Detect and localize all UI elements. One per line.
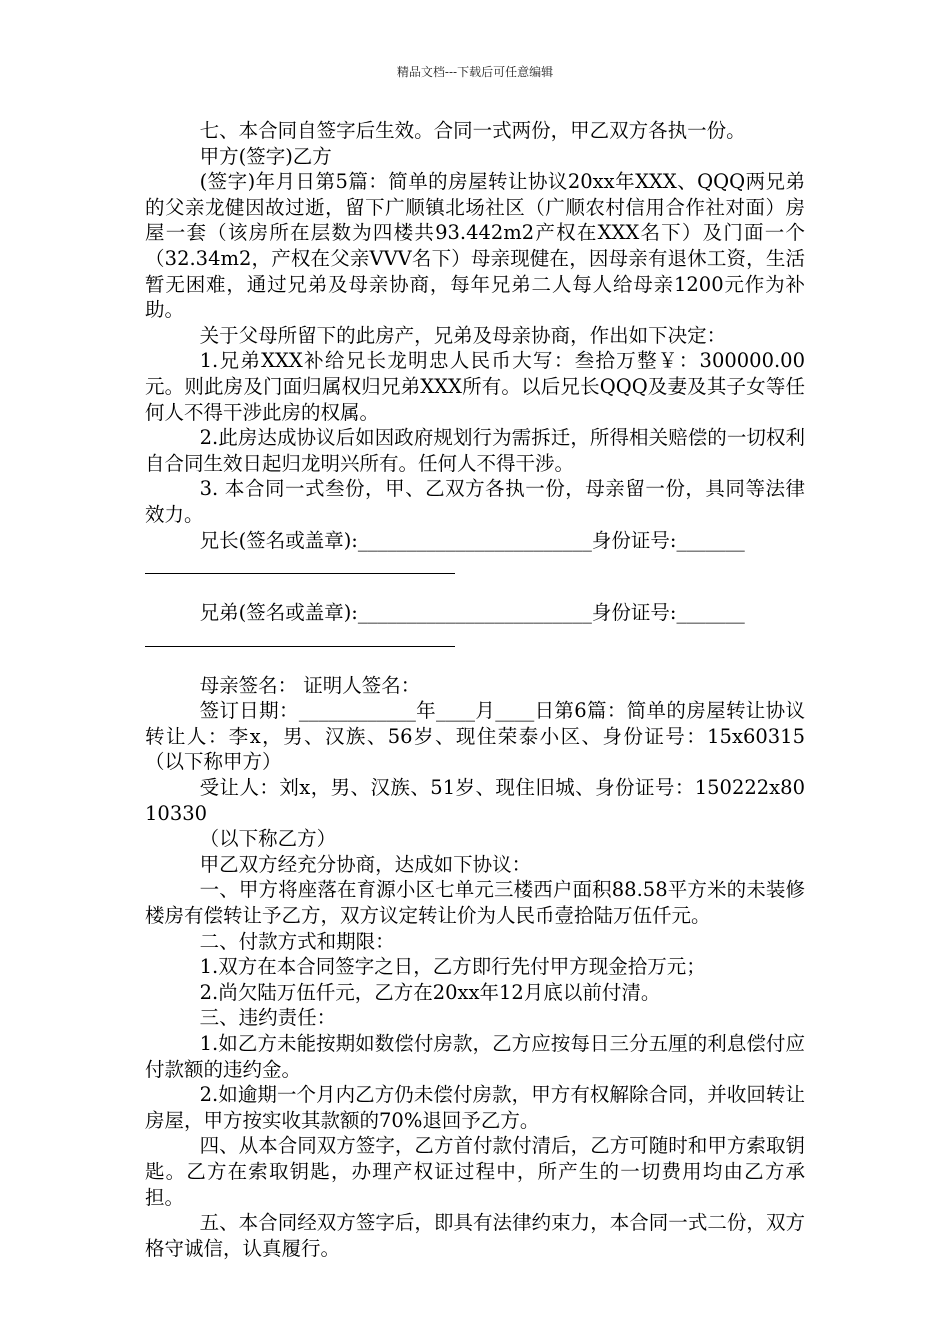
signature-blank-line [145, 626, 455, 647]
document-header: 精品文档---下载后可任意编辑 [396, 65, 554, 79]
paragraph: 1.如乙方未能按期如数偿付房款，乙方应按每日三分五厘的利息偿付应付款额的违约金。 [145, 1032, 805, 1081]
signature-line-younger-brother: 兄弟(签名或盖章):________________________身份证号:_______ [199, 601, 745, 625]
paragraph: 3. 本合同一式叁份，甲、乙双方各执一份，母亲留一份，具同等法律效力。 [145, 477, 805, 526]
paragraph: 甲方(签字)乙方 [199, 144, 332, 168]
paragraph: 七、本合同自签字后生效。合同一式两份，甲乙双方各执一份。 [199, 119, 746, 142]
paragraph: 甲乙双方经充分协商，达成如下协议： [199, 852, 532, 876]
paragraph: （以下称乙方） [199, 827, 337, 851]
paragraph: 关于父母所留下的此房产，兄弟及母亲协商，作出如下决定： [199, 323, 727, 347]
paragraph: 四、从本合同双方签字，乙方首付款付清后，乙方可随时和甲方索取钥匙。乙方在索取钥匙，办理产权证过程中，所产生的一切费用均由乙方承担。 [145, 1134, 805, 1209]
paragraph: 三、违约责任： [199, 1006, 337, 1030]
paragraph: 1.兄弟XXX补给兄长龙明忠人民币大写：叁拾万整￥：300000.00元。则此房及门面归属权归兄弟XXX所有。以后兄长QQQ及妻及其子女等任何人不得干涉此房的权属。 [145, 349, 805, 424]
paragraph: 五、本合同经双方签字后，即具有法律约束力，本合同一式二份，双方格守诚信，认真履行。 [145, 1211, 805, 1260]
signature-line-elder-brother: 兄长(签名或盖章):________________________身份证号:_______ [199, 528, 745, 552]
paragraph: (签字)年月日第5篇：简单的房屋转让协议20xx年XXX、QQQ两兄弟的父亲龙健因故过逝，留下广顺镇北场社区（广顺农村信用合作社对面）房屋一套（该房所在层数为四楼共93.442m2产权在XXX名下）及门面一个（32.34m2，产权在父亲VVV名下）母亲现健在，因母亲有退休工资，生活暂无困难，通过兄弟及母亲协商，每年兄弟二人每人给母亲1200元作为补助。 [145, 170, 805, 322]
paragraph: 2.如逾期一个月内乙方仍未偿付房款，甲方有权解除合同，并收回转让房屋，甲方按实收其款额的70%退回予乙方。 [145, 1083, 805, 1132]
signature-line-mother: 母亲签名： 证明人签名： [199, 673, 421, 697]
paragraph: 受让人：刘x，男、汉族、51岁、现住旧城、身份证号：150222x8010330 [145, 776, 805, 825]
paragraph: 二、付款方式和期限： [199, 929, 395, 953]
paragraph: 一、甲方将座落在育源小区七单元三楼西户面积88.58平方米的未装修楼房有偿转让予乙方，双方议定转让价为人民币壹拾陆万伍仟元。 [145, 878, 805, 928]
paragraph: 2.此房达成协议后如因政府规划行为需拆迁，所得相关赔偿的一切权利自合同生效日起归龙明兴所有。任何人不得干涉。 [145, 426, 805, 475]
paragraph: 签订日期：____________年____月____日第6篇：简单的房屋转让协议转让人：李x，男、汉族、56岁、现住荣泰小区、身份证号：15x60315（以下称甲方） [145, 699, 805, 774]
paragraph: 1.双方在本合同签字之日，乙方即行先付甲方现金拾万元； [199, 955, 706, 979]
paragraph: 2.尚欠陆万伍仟元，乙方在20xx年12月底以前付清。 [199, 980, 661, 1004]
signature-blank-line [145, 553, 455, 574]
document-body [145, 118, 805, 1261]
